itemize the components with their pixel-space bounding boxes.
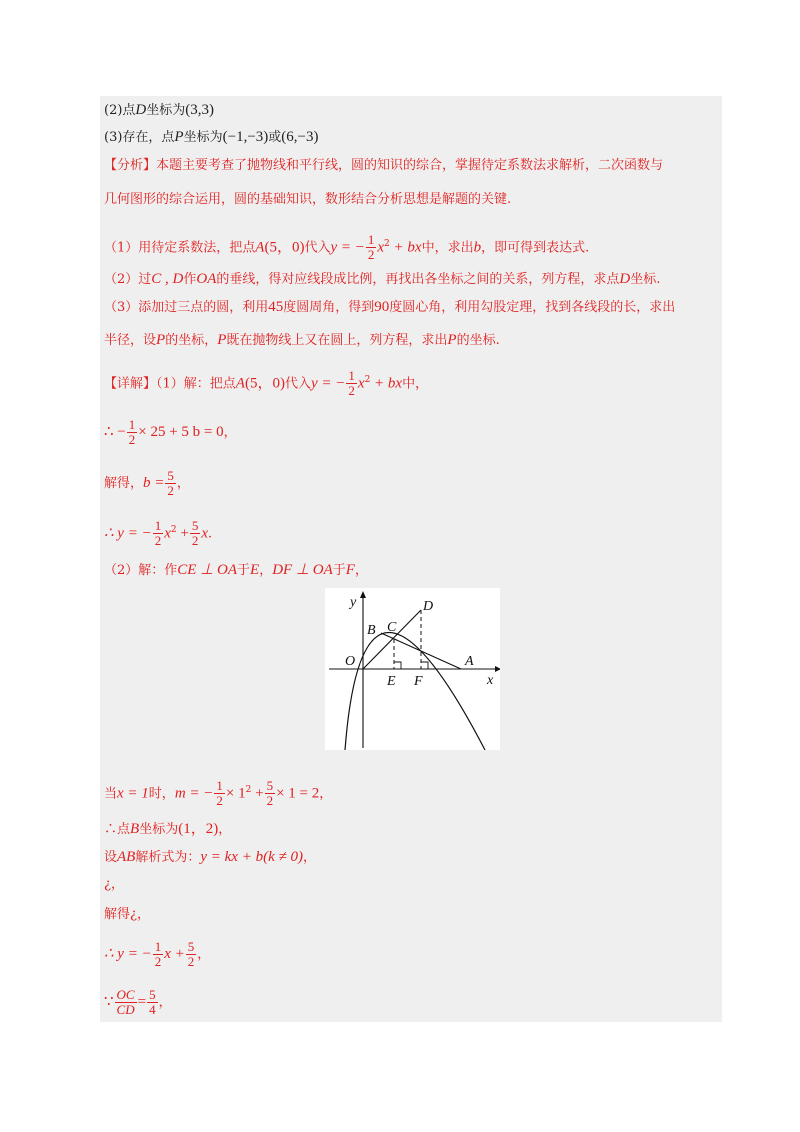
label-a: A bbox=[465, 654, 474, 669]
numerator: 1 bbox=[128, 417, 136, 432]
right-angle-e bbox=[394, 662, 401, 669]
text: 的坐标， bbox=[165, 333, 218, 348]
point-p-coordinate-2: (6,−3) bbox=[281, 129, 319, 145]
perpendicular-ce: CE ⊥ OA bbox=[177, 562, 238, 578]
text: 于 bbox=[332, 563, 346, 578]
denominator: 4 bbox=[149, 1002, 156, 1017]
analysis-step-2 bbox=[104, 270, 660, 289]
text: 于 bbox=[237, 563, 251, 578]
denominator: 2 bbox=[154, 954, 162, 969]
text: ， bbox=[197, 947, 211, 962]
text: . bbox=[208, 526, 213, 542]
label-e: E bbox=[387, 674, 396, 689]
text: （2）过 bbox=[104, 272, 152, 287]
equation-part: ∴ y = − bbox=[104, 946, 152, 962]
numerator: 5 bbox=[187, 939, 195, 954]
equation-part: × 25 + 5 b = 0 bbox=[138, 424, 224, 440]
because-symbol: ∵ bbox=[104, 994, 114, 1010]
numerator: 5 bbox=[167, 468, 174, 483]
point-label: B bbox=[130, 821, 140, 837]
text: ， bbox=[302, 850, 316, 865]
text: （1）用待定系数法，把点 bbox=[104, 240, 256, 256]
numerator: 1 bbox=[154, 518, 162, 534]
answer-2-prefix: (2)点 bbox=[104, 103, 136, 118]
text: 作 bbox=[183, 272, 197, 287]
y-axis-arrow-icon bbox=[360, 591, 366, 598]
variable: x bbox=[377, 239, 385, 256]
label-c: C bbox=[387, 620, 397, 635]
point-p-label: P bbox=[174, 129, 184, 145]
analysis-line-1: 【分析】本题主要考查了抛物线和平行线，圆的知识的综合，掌握待定系数法求解析，二次函数与 bbox=[104, 158, 664, 173]
number: 45 bbox=[268, 299, 284, 315]
equation-part: + bx bbox=[389, 239, 422, 256]
variable: x bbox=[164, 525, 171, 542]
text: ， bbox=[158, 995, 172, 1010]
numerator: 5 bbox=[191, 518, 199, 534]
right-angle-f bbox=[421, 662, 428, 669]
fraction bbox=[190, 519, 201, 548]
detail-step-1 bbox=[104, 364, 428, 400]
denominator: 2 bbox=[167, 483, 174, 498]
ratio-line bbox=[104, 986, 172, 1019]
point-label: E bbox=[250, 562, 260, 578]
exponent: 2 bbox=[364, 375, 371, 385]
point-label: P bbox=[156, 332, 166, 348]
label-o: O bbox=[345, 654, 356, 669]
number: 90 bbox=[374, 299, 390, 315]
text: 解析式为： bbox=[135, 850, 201, 865]
equation-part: y = kx + b bbox=[200, 849, 264, 865]
fraction bbox=[346, 369, 357, 398]
equation-part: ∴ y = − bbox=[104, 525, 152, 542]
point-label: P bbox=[447, 332, 457, 348]
text: （2）解：作 bbox=[104, 563, 178, 578]
exponent: 2 bbox=[170, 525, 177, 535]
label-y: y bbox=[350, 595, 357, 610]
text: 代入 bbox=[304, 240, 331, 256]
fraction bbox=[186, 940, 197, 969]
numerator: OC bbox=[116, 987, 135, 1002]
text: 的坐标. bbox=[456, 333, 500, 348]
text: 度圆心角，利用勾股定理，找到各线段的长，求出 bbox=[389, 300, 676, 315]
text: 坐标. bbox=[630, 272, 661, 287]
equation-part: × 1 bbox=[225, 785, 246, 802]
text: 解得， bbox=[104, 476, 144, 491]
analysis-line-2: 几何图形的综合运用，圆的基础知识，数形结合分析思想是解题的关键. bbox=[104, 192, 512, 207]
exponent: 2 bbox=[245, 785, 252, 795]
text: 设 bbox=[104, 850, 118, 865]
point-a-coordinate: (5，0) bbox=[244, 375, 285, 392]
equation-substitution bbox=[104, 416, 237, 449]
denominator: 2 bbox=[367, 247, 375, 263]
text: ， bbox=[176, 476, 190, 491]
detail-step-2 bbox=[104, 561, 368, 580]
point-b-coordinate: (1，2) bbox=[178, 821, 219, 837]
fraction bbox=[147, 988, 158, 1017]
fraction bbox=[115, 988, 137, 1017]
text: 中，求出 bbox=[421, 240, 474, 256]
text: 当 bbox=[104, 786, 118, 802]
denominator: 2 bbox=[128, 432, 136, 447]
detail-heading: 【详解】 bbox=[104, 376, 157, 392]
equals: = bbox=[137, 994, 147, 1010]
numerator: 1 bbox=[216, 778, 223, 794]
answer-2-line bbox=[104, 101, 214, 120]
segment-label: AB bbox=[117, 849, 136, 865]
equation-part: + bbox=[251, 785, 264, 802]
variable: b bbox=[473, 239, 482, 256]
text: （1）解：把点 bbox=[156, 376, 236, 392]
text: ， bbox=[319, 786, 333, 802]
text: 度圆周角，得到 bbox=[283, 300, 375, 315]
numerator: 1 bbox=[367, 232, 375, 248]
parabola-diagram bbox=[325, 588, 500, 750]
point-label: D bbox=[619, 271, 631, 287]
solve-line: 解得¿， bbox=[104, 907, 150, 922]
denominator: 2 bbox=[187, 954, 195, 969]
denominator: CD bbox=[116, 1002, 135, 1017]
fraction bbox=[153, 940, 164, 969]
point-b-coordinate-line bbox=[104, 820, 231, 839]
fraction bbox=[165, 469, 176, 498]
coordinate-text: 坐标为 bbox=[183, 130, 223, 145]
text: ， bbox=[218, 822, 232, 837]
fraction bbox=[366, 233, 377, 262]
denominator: 2 bbox=[191, 533, 199, 549]
ab-expression-result bbox=[104, 938, 210, 971]
placeholder-line: ¿， bbox=[104, 877, 124, 892]
variable: x bbox=[201, 525, 208, 542]
numerator: 1 bbox=[154, 939, 162, 954]
parabola-curve bbox=[345, 633, 485, 751]
parabola-figure bbox=[325, 588, 500, 750]
parabola-expression bbox=[104, 514, 212, 550]
label-d: D bbox=[423, 599, 434, 614]
equation-part: y = − bbox=[310, 375, 346, 392]
points-label: C , D bbox=[151, 271, 184, 287]
answer-3-line bbox=[104, 128, 319, 147]
ab-expression-line bbox=[104, 848, 316, 867]
equation-part: y = − bbox=[330, 239, 365, 256]
denominator: 2 bbox=[266, 793, 274, 809]
label-f: F bbox=[414, 674, 423, 689]
point-a-label: A bbox=[235, 375, 245, 392]
numerator: 1 bbox=[348, 368, 355, 384]
text: ∴点 bbox=[104, 822, 131, 837]
condition: (k ≠ 0) bbox=[263, 849, 303, 865]
coordinate-text: 坐标为 bbox=[146, 103, 186, 118]
point-d-coordinate: (3,3) bbox=[185, 102, 215, 118]
equation-part: ∴ − bbox=[104, 424, 126, 440]
denominator: 2 bbox=[216, 793, 223, 809]
label-b: B bbox=[367, 623, 376, 638]
text: 时， bbox=[148, 786, 175, 802]
equation-part: b = bbox=[143, 475, 165, 491]
text: ，即可得到表达式. bbox=[481, 240, 590, 256]
point-b-computation bbox=[104, 774, 332, 810]
x-axis-arrow-icon bbox=[495, 666, 500, 672]
text: 的垂线，得对应线段成比例，再找出各坐标之间的关系，列方程，求点 bbox=[216, 272, 620, 287]
text: 坐标为 bbox=[139, 822, 179, 837]
fraction bbox=[214, 779, 225, 808]
denominator: 2 bbox=[154, 533, 162, 549]
text: 既在抛物线上又在圆上，列方程，求出 bbox=[226, 333, 448, 348]
answer-3-prefix: (3)存在，点 bbox=[104, 130, 175, 145]
variable: x bbox=[357, 375, 365, 392]
text: 中， bbox=[402, 376, 429, 392]
fraction bbox=[127, 418, 138, 447]
point-label: P bbox=[217, 332, 227, 348]
equation-part: + bbox=[176, 525, 189, 542]
point-p-coordinate-1: (−1,−3) bbox=[222, 129, 269, 145]
equation-part: + bx bbox=[370, 375, 403, 392]
numerator: 5 bbox=[149, 987, 156, 1002]
line-od bbox=[363, 610, 421, 669]
or-text: 或 bbox=[268, 130, 282, 145]
equation-part: m = − bbox=[174, 785, 214, 802]
point-d-label: D bbox=[135, 102, 147, 118]
text: ， bbox=[354, 563, 368, 578]
text: ， bbox=[259, 563, 273, 578]
fraction bbox=[153, 519, 164, 548]
analysis-step-1 bbox=[104, 228, 589, 264]
fraction bbox=[265, 779, 276, 808]
text: （3）添加过三点的圆，利用 bbox=[104, 300, 269, 315]
equation-part: x + bbox=[164, 946, 185, 962]
point-a-label: A bbox=[255, 239, 265, 256]
equation-part: x = 1 bbox=[117, 785, 149, 802]
denominator: 2 bbox=[348, 383, 355, 399]
label-x: x bbox=[487, 673, 494, 688]
equation-part: × 1 = 2 bbox=[276, 785, 320, 802]
perpendicular-df: DF ⊥ OA bbox=[272, 562, 333, 578]
text: ， bbox=[223, 425, 237, 440]
analysis-step-3 bbox=[104, 298, 675, 317]
solve-b-line bbox=[104, 467, 190, 500]
text: 代入 bbox=[284, 376, 311, 392]
point-a-coordinate: (5，0) bbox=[264, 239, 305, 256]
numerator: 5 bbox=[266, 778, 274, 794]
segment-label: OA bbox=[196, 271, 217, 287]
exponent: 2 bbox=[384, 239, 390, 249]
analysis-step-3-cont bbox=[104, 331, 500, 350]
point-label: F bbox=[345, 562, 355, 578]
text: 半径，设 bbox=[104, 333, 157, 348]
